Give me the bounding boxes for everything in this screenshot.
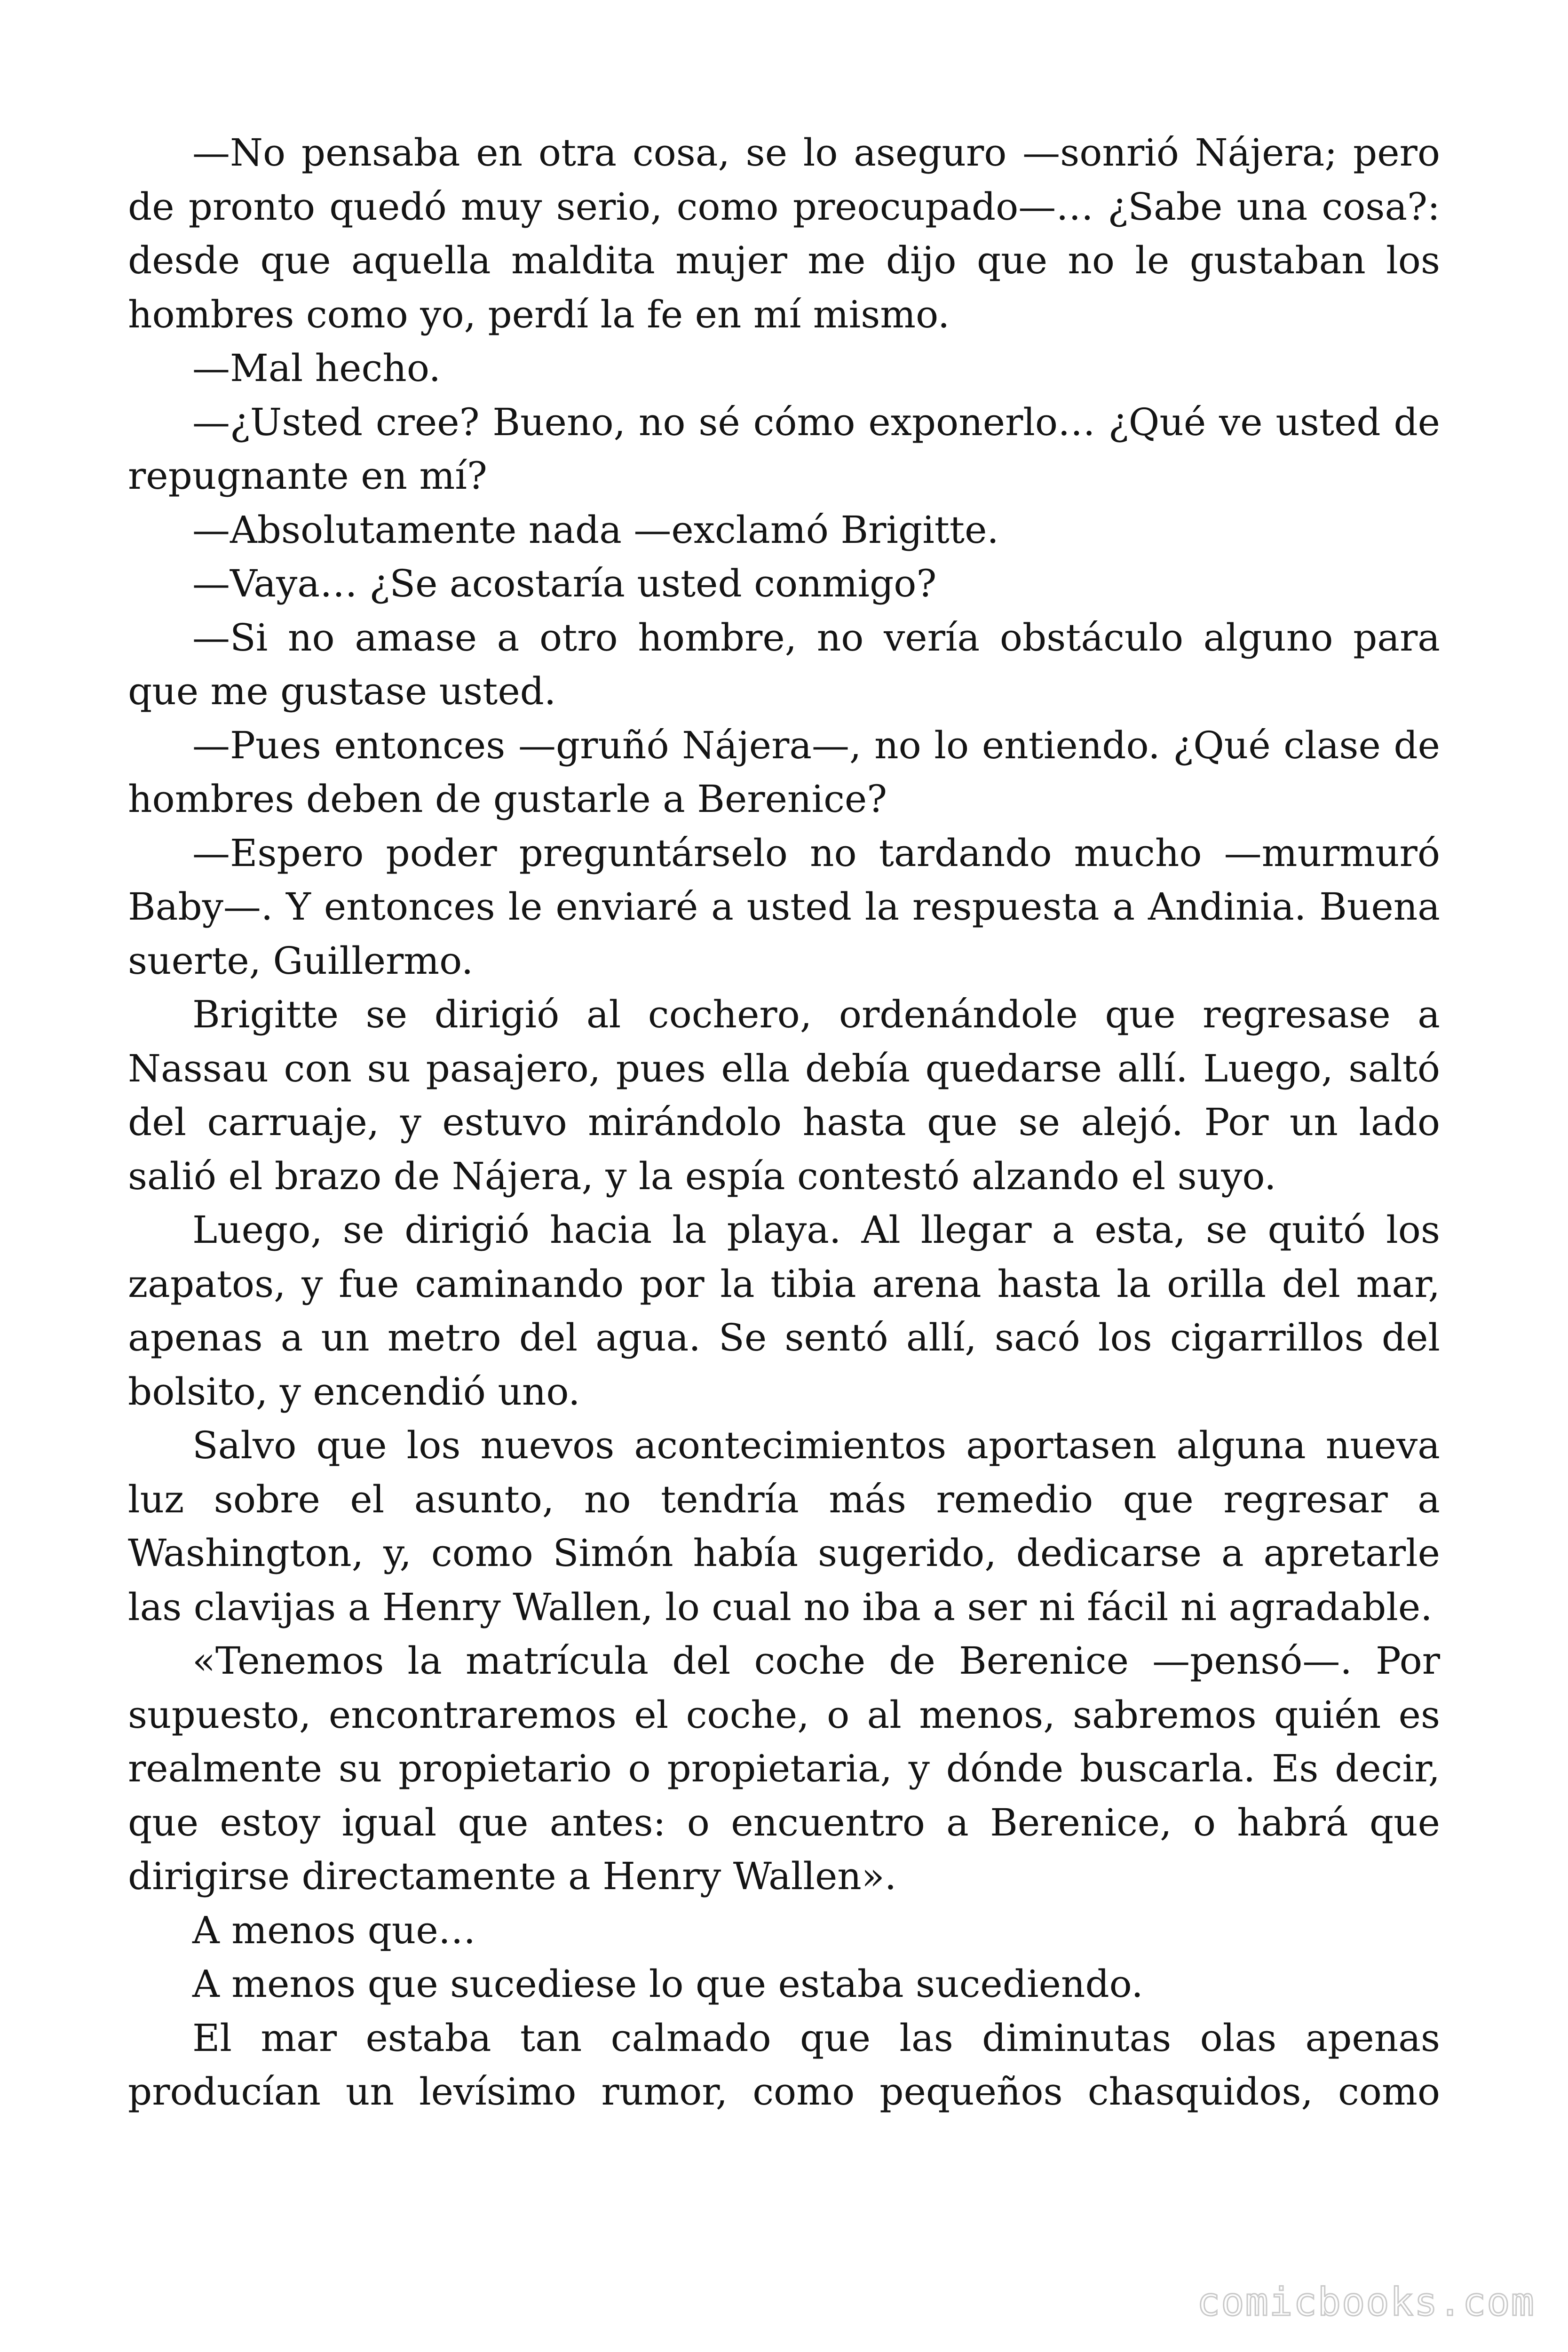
paragraph: —Si no amase a otro hombre, no vería obstáculo alguno para que me gustase usted.: [128, 615, 1440, 713]
watermark-text: comicbooks.com: [1196, 2280, 1535, 2325]
paragraph: Luego, se dirigió hacia la playa. Al llegar a esta, se quitó los zapatos, y fue caminando por la tibia arena hasta la orilla del mar, apenas a un metro del agua. Se sentó allí, sacó los cigarrillos del bolsito, y encendió uno.: [128, 1208, 1440, 1414]
paragraph: «Tenemos la matrícula del coche de Berenice —pensó—. Por supuesto, encontraremos el coche, o al menos, sabremos quién es realmente su propietario o propietaria, y dónde buscarla. Es decir, que estoy igual que antes: o encuentro a Berenice, o habrá que dirigirse directamente a Henry Wallen».: [128, 1639, 1440, 1898]
body-text: [128, 126, 1440, 2119]
paragraph: —Absolutamente nada —exclamó Brigitte.: [192, 508, 999, 552]
paragraph-last: El mar estaba tan calmado que las diminutas olas apenas producían un levísimo rumor, como pequeños chasquidos, como: [128, 2016, 1440, 2114]
paragraph: A menos que sucediese lo que estaba sucediendo.: [192, 1962, 1143, 2006]
paragraph: —Espero poder preguntárselo no tardando mucho —murmuró Baby—. Y entonces le enviaré a usted la respuesta a Andinia. Buena suerte, Guillermo.: [128, 831, 1440, 983]
paragraph: Brigitte se dirigió al cochero, ordenándole que regresase a Nassau con su pasajero, pues ella debía quedarse allí. Luego, saltó del carruaje, y estuvo mirándolo hasta que se alejó. Por un lado salió el brazo de Nájera, y la espía contestó alzando el suyo.: [128, 993, 1440, 1198]
paragraph: —Vaya… ¿Se acostaría usted conmigo?: [192, 562, 937, 605]
paragraph: Salvo que los nuevos acontecimientos aportasen alguna nueva luz sobre el asunto, no tendría más remedio que regresar a Washington, y, como Simón había sugerido, dedicarse a apretarle las clavijas a Henry Wallen, lo cual no iba a ser ni fácil ni agradable.: [128, 1423, 1440, 1629]
paragraph: —No pensaba en otra cosa, se lo aseguro —sonrió Nájera; pero de pronto quedó muy serio, como preocupado—… ¿Sabe una cosa?: desde que aquella maldita mujer me dijo que no le gustaban los hombres como yo, perdí la fe en mí mismo.: [128, 131, 1440, 336]
paragraph: —Pues entonces —gruñó Nájera—, no lo entiendo. ¿Qué clase de hombres deben de gustarle a Berenice?: [128, 723, 1440, 821]
paragraph: —¿Usted cree? Bueno, no sé cómo exponerlo… ¿Qué ve usted de repugnante en mí?: [128, 400, 1440, 498]
paragraph: —Mal hecho.: [192, 346, 441, 390]
paragraph: A menos que…: [192, 1908, 476, 1952]
